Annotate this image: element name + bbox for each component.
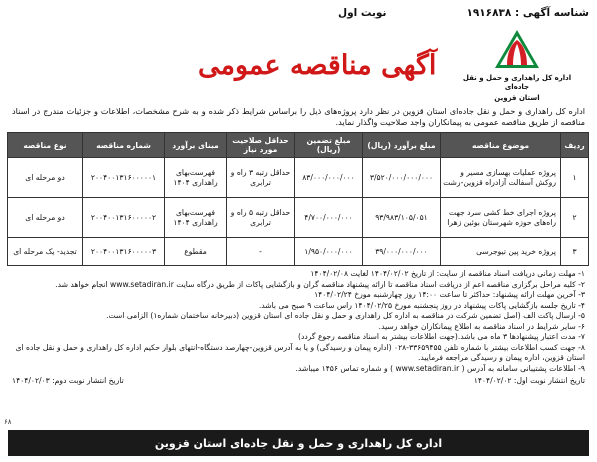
intro-paragraph: اداره کل راهداری و حمل و نقل جاده‌ای استان قزوین در نظر دارد پروژه‌های ذیل را براساس شرایط ذکر شده و به شرح مشخصات، اطلاعات و جزئیات مندرج در اسناد مناقصه از طریق مناقصه عمومی به پیمانکاران واجد صلاحیت واگذار نماید. bbox=[12, 106, 585, 128]
cell-tender-number: ۲۰۰۴۰۰۱۳۱۶۰۰۰۰۰۳ bbox=[83, 238, 165, 266]
cell-basis: فهرست‌بهای راهداری ۱۴۰۴ bbox=[165, 158, 227, 198]
note-item: ۷- مدت اعتبار پیشنهادها ۳ ماه می باشد.(جهت اطلاعات بیشتر به اسناد مناقصه رجوع گردد) bbox=[298, 332, 585, 342]
col-header-tender-number: شماره مناقصه bbox=[83, 133, 165, 158]
cell-guarantee: ۱/۹۵۰/۰۰۰/۰۰۰ bbox=[295, 238, 363, 266]
cell-subject: پروژه عملیات بهسازی مسیر و روکش آسفالت آزادراه قزوین-رشت bbox=[441, 158, 561, 198]
col-header-guarantee: مبلغ تضمین (ریال) bbox=[295, 133, 363, 158]
cell-qualification: حداقل رتبه ۳ راه و ترابری bbox=[227, 158, 295, 198]
page-title: آگهی مناقصه عمومی bbox=[198, 50, 437, 81]
col-header-basis: مبنای برآورد bbox=[165, 133, 227, 158]
table-row bbox=[8, 158, 589, 198]
note-item: ۶- سایر شرایط در اسناد مناقصه به اطلاع پیمانکاران خواهد رسید. bbox=[378, 321, 585, 331]
cell-tender-number: ۲۰۰۴۰۰۱۳۱۶۰۰۰۰۰۲ bbox=[83, 198, 165, 238]
page-number: ۶۸ bbox=[4, 418, 12, 426]
cell-row-no: ۳ bbox=[561, 238, 589, 266]
cell-qualification: حداقل رتبه ۵ راه و ترابری bbox=[227, 198, 295, 238]
note-item: ۹- اطلاعات پشتیبانی سامانه به آدرس ( www.setadiran.ir ) و شماره تماس ۱۴۵۶ میباشد. bbox=[295, 363, 585, 373]
cell-subject: پروژه اجرای خط کشی سرد جهت راه‌های حوزه شهرستان بوئین زهرا bbox=[441, 198, 561, 238]
cell-subject: پروژه خرید پین تیوجرسی bbox=[441, 238, 561, 266]
notes-list bbox=[12, 269, 585, 374]
top-bar bbox=[8, 4, 589, 22]
note-item: ۱- مهلت زمانی دریافت اسناد مناقصه از سایت: از تاریخ ۱۴۰۴/۰۲/۰۲ لغایت ۱۴۰۴/۰۲/۰۸ bbox=[310, 269, 585, 279]
tender-table bbox=[7, 132, 589, 266]
note-item: ۴- تاریخ جلسه بازگشایی پاکات پیشنهاد در روز پنجشنبه مورخ ۱۴۰۴/۰۲/۲۵ راس ساعت ۹ صبح می باشد. bbox=[258, 300, 585, 310]
org-logo bbox=[457, 28, 577, 102]
org-name-line1: اداره کل راهداری و حمل و نقل جاده‌ای bbox=[462, 74, 572, 91]
cell-basis: فهرست‌بهای راهداری ۱۴۰۴ bbox=[165, 198, 227, 238]
cell-tender-number: ۲۰۰۴۰۰۱۳۱۶۰۰۰۰۰۱ bbox=[83, 158, 165, 198]
publication-round: نوبت اول bbox=[337, 7, 387, 19]
col-header-tender-type: نوع مناقصه bbox=[8, 133, 83, 158]
note-item: ۸- جهت کسب اطلاعات بیشتر با شماره تلفن ۳۳۶۵۹۴۵۵-۰۲۸ (اداره پیمان و رسیدگی) و یا به آدرس قزوین-چهارصد دستگاه-انتهای بلوار حکیم اداره کل راهداری و حمل و نقل جاده ای استان قزوین، اداره پیمان و رسیدگی مراجعه فرمایید. bbox=[15, 342, 585, 363]
road-logo-icon bbox=[493, 28, 541, 72]
ad-number: شناسه آگهی : ۱۹۱۶۸۳۸ bbox=[466, 7, 589, 19]
cell-tender-type: تجدید- یک مرحله ای bbox=[8, 238, 83, 266]
cell-row-no: ۲ bbox=[561, 198, 589, 238]
col-header-estimate: مبلغ برآورد (ریال) bbox=[363, 133, 441, 158]
cell-estimate: ۹۳/۹۸۳/۱۰۵/۰۵۱ bbox=[363, 198, 441, 238]
table-row bbox=[8, 198, 589, 238]
cell-tender-type: دو مرحله ای bbox=[8, 198, 83, 238]
cell-basis: مقطوع bbox=[165, 238, 227, 266]
note-item: ۳- آخرین مهلت ارائه پیشنهاد: حداکثر تا ساعت ۱۴:۰۰ روز چهارشنبه مورخ ۱۴۰۴/۰۲/۲۴ bbox=[314, 290, 585, 300]
first-publication-date: تاریخ انتشار نوبت اول: ۱۴۰۴/۰۲/۰۲ bbox=[473, 376, 585, 386]
publication-dates bbox=[12, 376, 585, 385]
table-row bbox=[8, 238, 589, 266]
col-header-subject: موضوع مناقصه bbox=[441, 133, 561, 158]
cell-tender-type: دو مرحله ای bbox=[8, 158, 83, 198]
org-name-line2: استان قزوین bbox=[494, 93, 540, 102]
cell-qualification: - bbox=[227, 238, 295, 266]
note-item: ۲- کلیه مراحل برگزاری مناقصه اعم از دریافت اسناد مناقصه تا ارائه پیشنهاد مناقصه گران و بازگشایی پاکات از طریق درگاه سایت www.setadiran.ir انجام خواهد شد. bbox=[55, 279, 585, 289]
cell-guarantee: ۴/۷۰۰/۰۰۰/۰۰۰ bbox=[295, 198, 363, 238]
col-header-row-no: ردیف bbox=[561, 133, 589, 158]
second-publication-date: تاریخ انتشار نوبت دوم: ۱۴۰۴/۰۲/۰۳ bbox=[12, 376, 124, 386]
table-header-row bbox=[8, 133, 589, 158]
header bbox=[8, 22, 589, 106]
cell-guarantee: ۸۳/۰۰۰/۰۰۰/۰۰۰ bbox=[295, 158, 363, 198]
cell-estimate: ۳/۵۲۰/۰۰۰/۰۰۰/۰۰۰ bbox=[363, 158, 441, 198]
note-item: ۵- ارسال پاکت الف (اصل تضمین شرکت در مناقصه به اداره کل راهداری و حمل و نقل جاده ای استان قزوین (دبیرخانه ساختمان شماره۱) الزامی است. bbox=[106, 311, 585, 321]
cell-estimate: ۳۹/۰۰۰/۰۰۰/۰۰۰ bbox=[363, 238, 441, 266]
col-header-qualification: حداقل صلاحیت مورد نیاز bbox=[227, 133, 295, 158]
footer-banner: اداره کل راهداری و حمل و نقل جاده‌ای استان قزوین bbox=[8, 430, 589, 456]
cell-row-no: ۱ bbox=[561, 158, 589, 198]
